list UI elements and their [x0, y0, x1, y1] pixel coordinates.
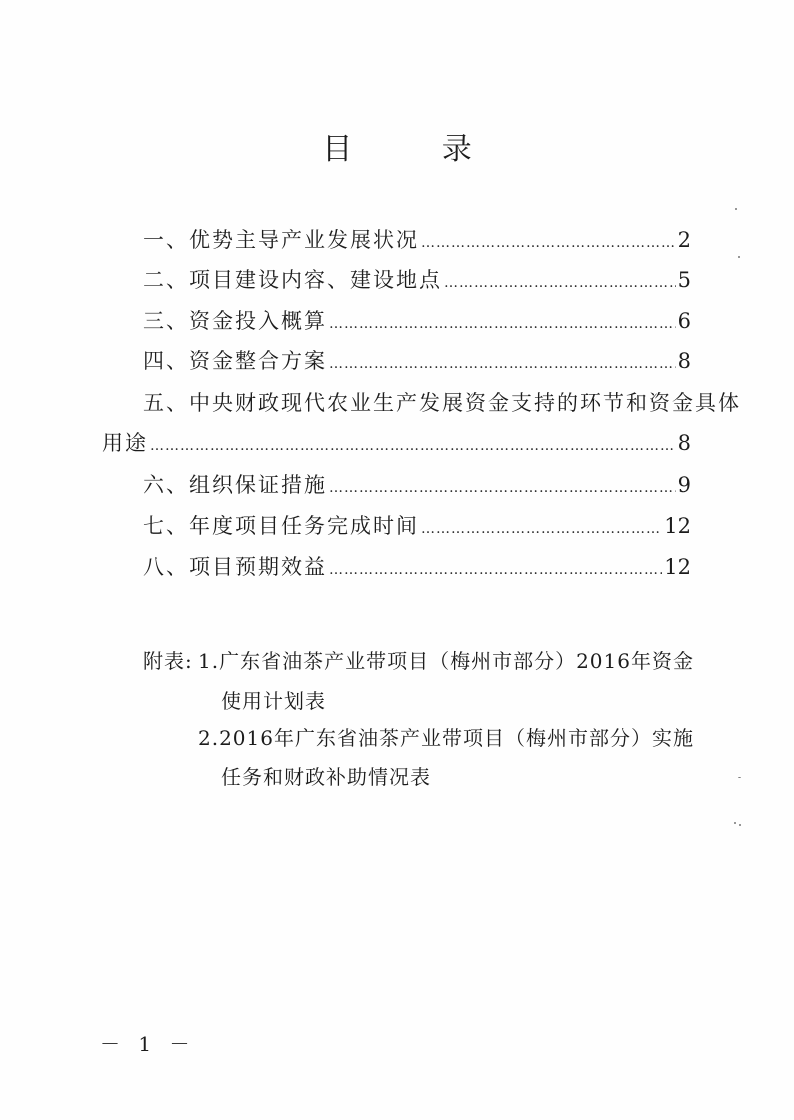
appendix-item-2-line1: 2.2016年广东省油茶产业带项目（梅州市部分）实施: [198, 726, 694, 750]
appendix-item-2-line2: 任务和财政补助情况表: [221, 765, 431, 789]
toc-page-number: 6: [677, 309, 691, 331]
toc-entry-3[interactable]: [143, 305, 691, 331]
toc-leader-dots: [329, 562, 662, 577]
toc-leader-dots: [421, 521, 662, 536]
toc-page-number: 9: [677, 473, 691, 495]
toc-leader-dots: [421, 235, 676, 250]
scan-speck: [735, 208, 737, 210]
page-number: － 1 －: [100, 1032, 196, 1056]
toc-leader-dots: [444, 275, 676, 290]
toc-entry-2[interactable]: [143, 264, 691, 290]
toc-entry-6[interactable]: [143, 469, 691, 495]
toc-entry-text: 七、年度项目任务完成时间: [143, 514, 419, 536]
toc-page-number: 12: [664, 555, 691, 577]
scan-speck: [738, 256, 740, 258]
toc-entry-text: 八、项目预期效益: [143, 555, 327, 577]
toc-entry-5-line1[interactable]: 五、中央财政现代农业生产发展资金支持的环节和资金具体: [143, 391, 741, 415]
toc-entry-8[interactable]: [143, 551, 691, 577]
toc-page-number: 2: [677, 228, 691, 250]
appendix-label: 附表:: [143, 649, 193, 673]
scan-speck: [739, 824, 741, 826]
toc-page-number: 8: [677, 349, 691, 371]
toc-entry-text: 二、项目建设内容、建设地点: [143, 268, 442, 290]
toc-leader-dots: [329, 316, 676, 331]
toc-leader-dots: [150, 438, 676, 453]
appendix-item-1-line2: 使用计划表: [221, 689, 326, 713]
scan-speck: [734, 822, 736, 824]
toc-entry-text: 用途: [102, 431, 148, 453]
toc-entry-text: 一、优势主导产业发展状况: [143, 228, 419, 250]
toc-leader-dots: [329, 480, 676, 495]
toc-page-number: 8: [677, 431, 691, 453]
toc-entry-5[interactable]: [102, 427, 691, 453]
toc-entry-text: 四、资金整合方案: [143, 349, 327, 371]
toc-entry-1[interactable]: [143, 224, 691, 250]
scan-speck: [738, 777, 741, 778]
toc-entry-text: 三、资金投入概算: [143, 309, 327, 331]
appendix-item-1-line1: 1.广东省油茶产业带项目（梅州市部分）2016年资金: [198, 649, 694, 673]
toc-entry-text: 六、组织保证措施: [143, 473, 327, 495]
toc-leader-dots: [329, 356, 676, 371]
toc-page-number: 5: [677, 268, 691, 290]
toc-entry-7[interactable]: [143, 510, 691, 536]
toc-page-number: 12: [664, 514, 691, 536]
page-title: 目 录: [322, 132, 512, 167]
toc-entry-4[interactable]: [143, 345, 691, 371]
